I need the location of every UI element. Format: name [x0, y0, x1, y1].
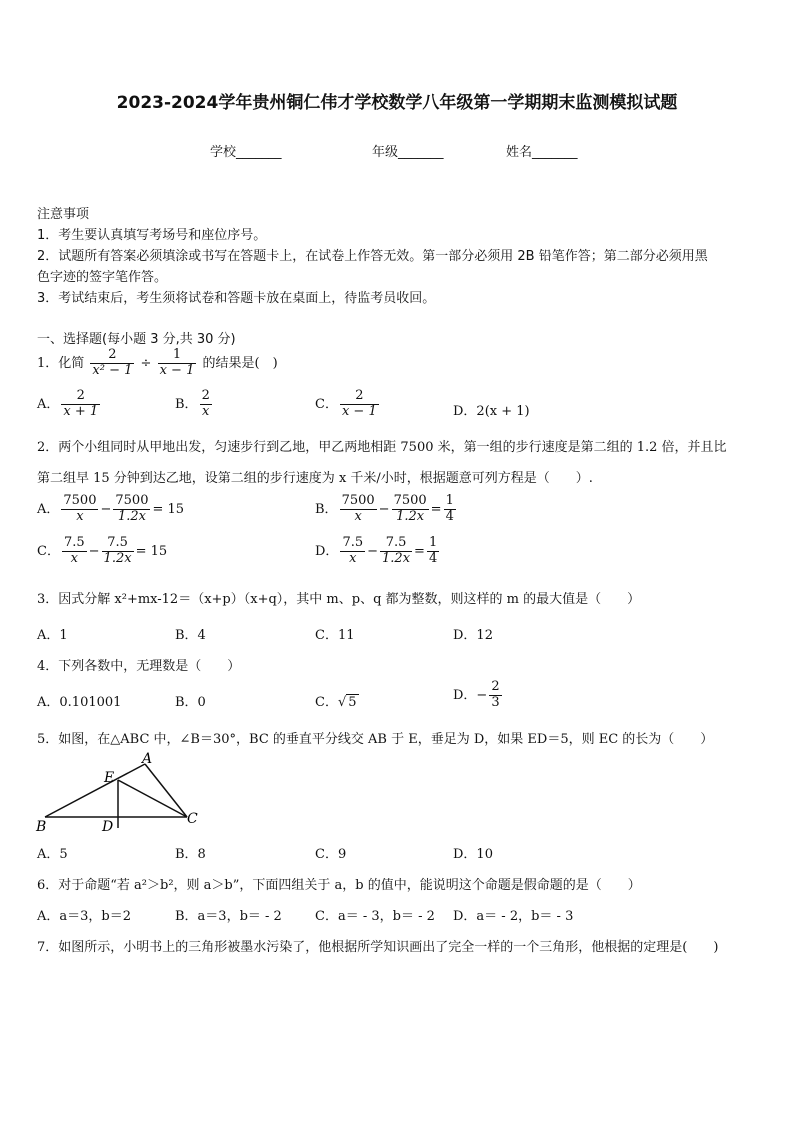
q2-option-d: D． $\frac{7.5}{x}$ − $\frac{7.5}{1.2x}$ = $\frac{1}{4}$ — [315, 535, 438, 566]
q3-option-d: D．12 — [453, 628, 493, 643]
q6-option-d: D．a＝ - 2，b＝ - 3 — [453, 909, 574, 924]
question-1 — [37, 348, 278, 379]
q2-text-1: 2．两个小组同时从甲地出发，匀速步行到乙地，甲乙两地相距 7500 米，第一组的步行速度是第二组的 1.2 倍，并且比 — [37, 440, 727, 455]
label-a: A — [142, 752, 153, 767]
q6-option-b: B．a＝3，b＝ - 2 — [175, 909, 282, 924]
name-field: 姓名_______ — [506, 145, 578, 160]
q1-fraction-1: $\frac{2}{\text{x² − 1}}$ — [92, 347, 133, 378]
q4-text: 4．下列各数中，无理数是（ ） — [37, 659, 241, 674]
q5-option-a: A．5 — [37, 847, 68, 862]
q4-option-c: C．√ 5 — [315, 695, 357, 710]
q1-option-d: D．2(x + 1) — [453, 404, 530, 419]
q5-text: 5．如图，在△ABC 中，∠B＝30°，BC 的垂直平分线交 AB 于 E，垂足为 D，如果 ED＝5，则 EC 的长为（ ） — [37, 732, 714, 747]
notice-heading: 注意事项 — [37, 207, 90, 222]
q6-option-c: C．a＝ - 3，b＝ - 2 — [315, 909, 435, 924]
q1-option-c: C． $\frac{2}{x - 1}$ — [315, 388, 377, 419]
q3-option-b: B．4 — [175, 628, 206, 643]
q4-option-d: D．− $\frac{2}{3}$ — [453, 679, 500, 710]
q3-option-c: C．11 — [315, 628, 355, 643]
q5-option-d: D．10 — [453, 847, 493, 862]
label-c: C — [187, 811, 198, 827]
q2-option-c: C． $\frac{7.5}{x}$ − $\frac{7.5}{1.2x}$ = 15 — [37, 535, 168, 566]
q6-text: 6．对于命题“若 a²＞b²，则 a＞b”，下面四组关于 a，b 的值中，能说明这个命题是假命题的是（ ） — [37, 878, 641, 893]
notice-item-3: 3．考试结束后，考生须将试卷和答题卡放在桌面上，待监考员收回。 — [37, 291, 436, 306]
label-b: B — [36, 819, 47, 834]
q2-option-b: B． $\frac{7500}{x}$ − $\frac{7500}{1.2x}$ = $\frac{1}{4}$ — [315, 493, 454, 524]
label-e: E — [104, 770, 115, 786]
label-d: D — [102, 819, 114, 834]
q1-divide: ÷ — [140, 355, 152, 371]
school-field: 学校_______ — [210, 145, 282, 160]
q7-text: 7．如图所示，小明书上的三角形被墨水污染了，他根据所学知识画出了完全一样的一个三角形，他根据的定理是( ) — [37, 940, 719, 955]
q5-option-b: B．8 — [175, 847, 206, 862]
q4-option-a: A．0.101001 — [37, 695, 122, 710]
q6-option-a: A．a＝3，b＝2 — [37, 909, 132, 924]
q1-option-a: A． $\frac{2}{x + 1}$ — [37, 388, 99, 419]
q1-suffix: 的结果是( ) — [202, 355, 278, 371]
grade-field: 年级_______ — [372, 145, 444, 160]
segment-ba — [45, 764, 145, 817]
page-title: 2023-2024学年贵州铜仁伟才学校数学八年级第一学期期末监测模拟试题 — [116, 93, 678, 113]
notice-item-2-cont: 色字迹的签字笔作答。 — [37, 270, 168, 285]
q5-option-c: C．9 — [315, 847, 347, 862]
q4-option-b: B．0 — [175, 695, 206, 710]
q2-option-a: A． $\frac{7500}{x}$ − $\frac{7500}{1.2x}$ = 15 — [37, 493, 185, 524]
q2-text-2: 第二组早 15 分钟到达乙地，设第二组的步行速度为 x 千米/小时，根据题意可列方程是（ ）. — [37, 471, 593, 486]
triangle-figure — [30, 752, 210, 834]
q1-fraction-2: $\frac{1}{x - 1}$ — [159, 347, 195, 378]
q1-prefix: 1．化简 — [37, 355, 85, 371]
q3-option-a: A．1 — [37, 628, 68, 643]
q3-text: 3．因式分解 x²+mx-12＝（x+p）（x+q），其中 m、p、q 都为整数，则这样的 m 的最大值是（ ） — [37, 592, 641, 607]
notice-item-1: 1．考生要认真填写考场号和座位序号。 — [37, 228, 267, 243]
section-heading: 一、选择题(每小题 3 分,共 30 分) — [37, 332, 236, 347]
notice-item-2: 2．试题所有答案必须填涂或书写在答题卡上，在试卷上作答无效。第一部分必须用 2B 铅笔作答；第二部分必须用黑 — [37, 249, 708, 264]
segment-ac — [145, 764, 187, 817]
q1-option-b: B． $\frac{2}{x}$ — [175, 388, 210, 419]
segment-ec — [118, 780, 187, 817]
